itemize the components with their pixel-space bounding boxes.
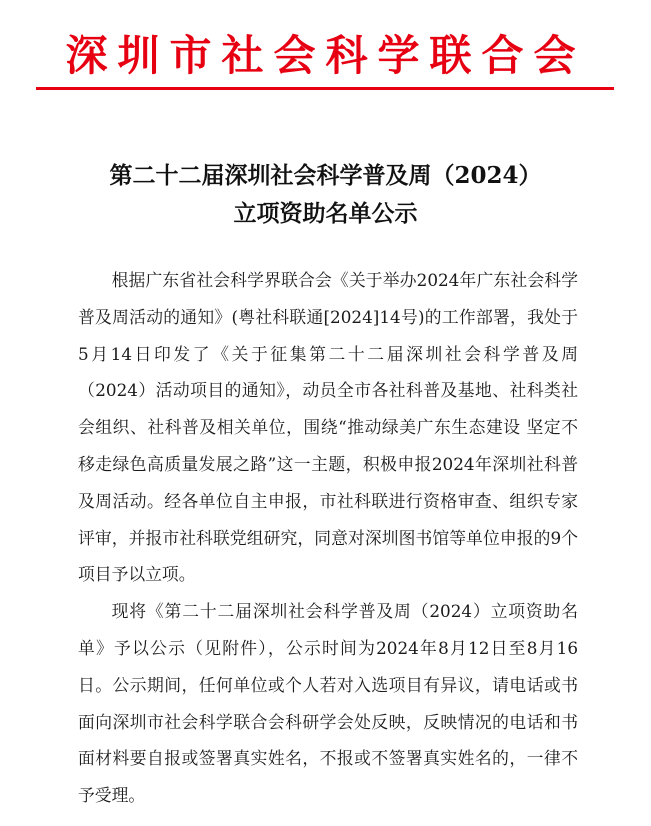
document-title-line-1: 第二十二届深圳社会科学普及周（2024） [109, 162, 542, 189]
letterhead-org-name: 深圳市社会科学联合会 [65, 31, 586, 80]
body-paragraph-1: 根据广东省社会科学界联合会《关于举办2024年广东社会科学普及周活动的通知》(粤社科联通[2024]14号)的工作部署，我处于5月14日印发了《关于征集第二十二届深圳社会科学普及周（2024）活动项目的通知》，动员全市各社科普及基地、社科类社会组织、社科普及相关单位，围绕“推动绿美广东生态建设 坚定不移走绿色高质量发展之路”这一主题，积极申报2024年深圳社科普及周活动。经各单位自主申报，市社科联进行资格审查、组织专家评审，并报市社科联党组研究，同意对深圳图书馆等单位申报的9个项目予以立项。 [78, 270, 578, 585]
letterhead-red-rule [36, 87, 614, 90]
document-body [78, 262, 578, 814]
body-paragraph-2: 现将《第二十二届深圳社会科学普及周（2024）立项资助名单》予以公示（见附件），公示时间为2024年8月12日至8月16日。公示期间，任何单位或个人若对入选项目有异议，请电话或书面向深圳市社会科学联合会科研学会处反映，反映情况的电话和书面材料要自报或签署真实姓名，不报或不签署真实姓名的，一律不予受理。 [78, 601, 578, 806]
document-title-line-2: 立项资助名单公示 [233, 200, 418, 227]
